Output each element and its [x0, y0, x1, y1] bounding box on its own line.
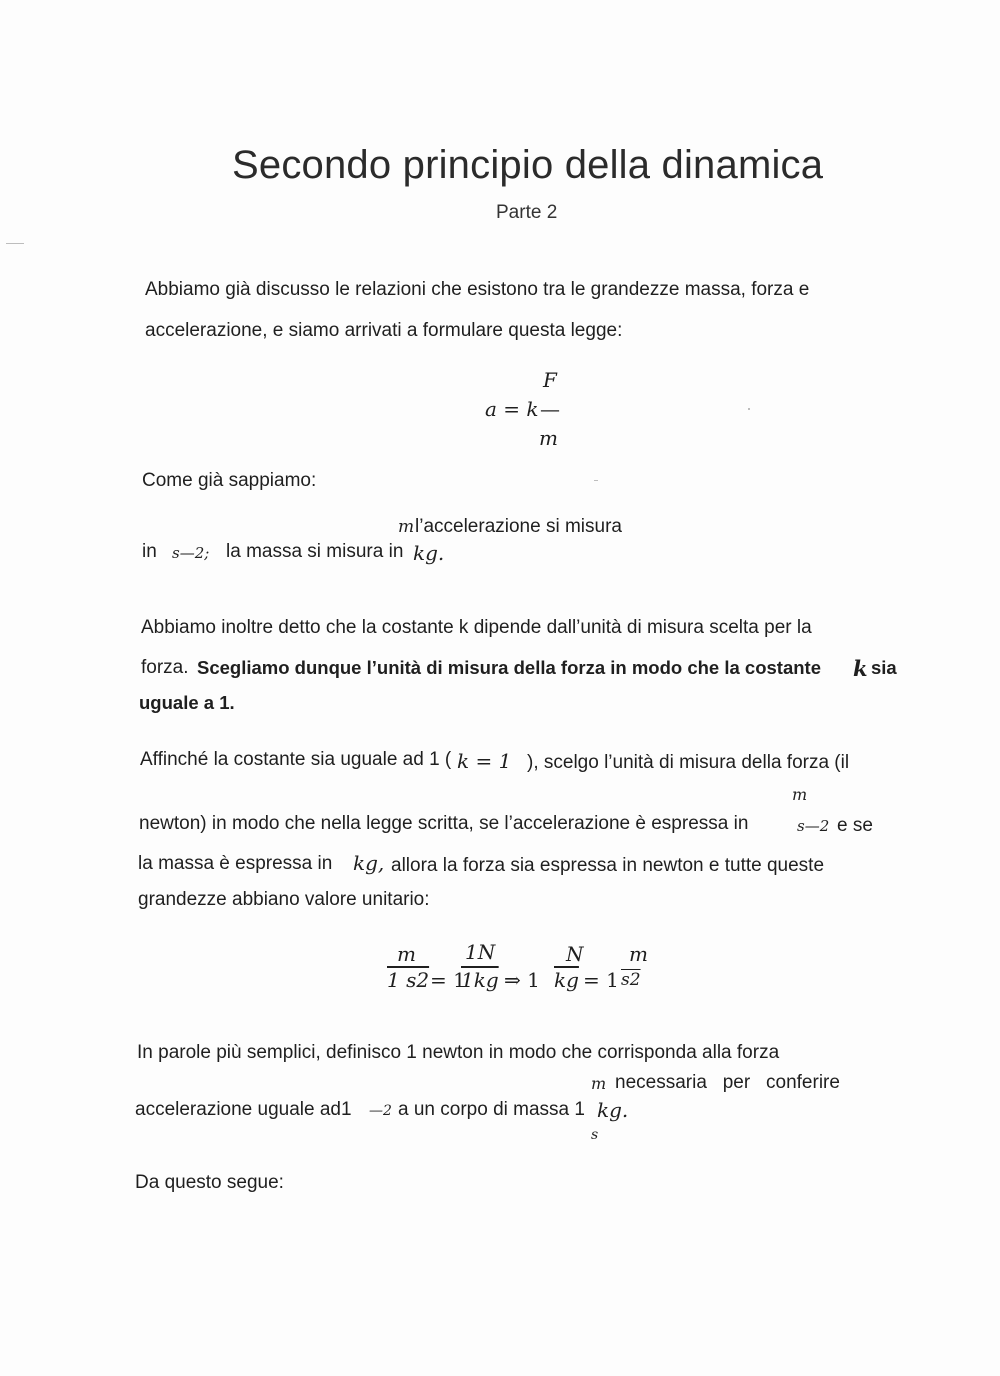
constant-line-2-end: sia: [871, 657, 897, 678]
choice-unit-s2: s—2: [797, 817, 830, 835]
definition-unit-s: s: [591, 1127, 599, 1143]
constant-line-3-bold: uguale a 1.: [139, 692, 235, 713]
formula2-implies: ⇒ 1: [504, 968, 540, 992]
choice-line-3-end: allora la forza sia espressa in newton e tutte queste: [391, 855, 825, 876]
choice-line-2-start: newton) in modo che nella legge scritta, se l’accelerazione è espressa in: [139, 813, 749, 834]
choice-kg: kg,: [353, 851, 385, 875]
formula2-part-2: 1kg: [461, 968, 499, 992]
choice-k-eq: k = 1: [457, 749, 512, 773]
formula2-top-m2: m: [629, 942, 648, 966]
scan-mark: [6, 243, 24, 244]
page-subtitle: Parte 2: [496, 202, 558, 223]
formula1-numerator: F: [543, 368, 557, 392]
choice-line-3-start: la massa è espressa in: [138, 853, 333, 874]
constant-line-1: Abbiamo inoltre detto che la costante k dipende dall’unità di misura scelta per la: [141, 617, 812, 638]
known-heading: Come già sappiamo:: [142, 470, 317, 491]
known-unit-m: m: [398, 517, 415, 537]
formula1-fraction-bar: —: [540, 397, 560, 421]
known-in-label: in: [142, 541, 157, 562]
intro-line-2: accelerazione, e siamo arrivati a formulare questa legge:: [145, 320, 623, 341]
constant-line-2-start: forza.: [141, 657, 189, 678]
closing-text: Da questo segue:: [135, 1172, 284, 1193]
choice-line-4: grandezze abbiano valore unitario:: [138, 889, 430, 910]
known-unit-s2: s—2;: [172, 544, 210, 562]
known-acc-text: l’accelerazione si misura: [415, 516, 622, 537]
constant-line-2-bold: Scegliamo dunque l’unità di misura della forza in modo che la costante: [197, 657, 821, 678]
definition-unit-m: m: [591, 1074, 607, 1093]
formula2-part-4: s2: [621, 970, 641, 990]
definition-line-2: necessaria per conferire: [615, 1072, 840, 1093]
formula2-eq-2: = 1: [583, 968, 619, 992]
choice-line-2-end: e se: [837, 815, 873, 836]
choice-line-1-end: ), scelgo l’unità di misura della forza (il: [527, 752, 850, 773]
constant-k-symbol: k: [853, 656, 868, 681]
intro-line-1: Abbiamo già discusso le relazioni che esistono tra le grandezze massa, forza e: [145, 279, 810, 300]
definition-line-3-start: accelerazione uguale ad1: [135, 1099, 352, 1120]
known-mass-text: la massa si misura in: [226, 541, 404, 562]
formula2-top-N: N: [566, 942, 584, 966]
formula2-eq-1: = 1: [430, 968, 466, 992]
formula2-top-m1: m: [397, 942, 416, 966]
page-title: Secondo principio della dinamica: [232, 143, 824, 187]
known-kg: kg.: [413, 541, 445, 565]
formula2-part-1: 1 s2: [387, 968, 430, 992]
formula1-denominator: m: [539, 426, 558, 450]
formula2-part-3: $\overline{kg}$: [554, 968, 579, 992]
scan-mark: [594, 480, 598, 481]
choice-unit-m: m: [792, 785, 808, 804]
formula1-lhs: a = k: [485, 397, 539, 421]
choice-line-1-start: Affinché la costante sia uguale ad 1 (: [140, 749, 452, 770]
definition-unit-2: —2: [369, 1103, 392, 1119]
definition-kg: kg.: [597, 1098, 629, 1122]
scan-mark: [748, 408, 750, 410]
definition-line-1: In parole più semplici, definisco 1 newton in modo che corrisponda alla forza: [137, 1042, 780, 1063]
definition-line-3-mid: a un corpo di massa 1: [398, 1099, 585, 1120]
formula2-top-1N: 1N: [465, 940, 496, 964]
